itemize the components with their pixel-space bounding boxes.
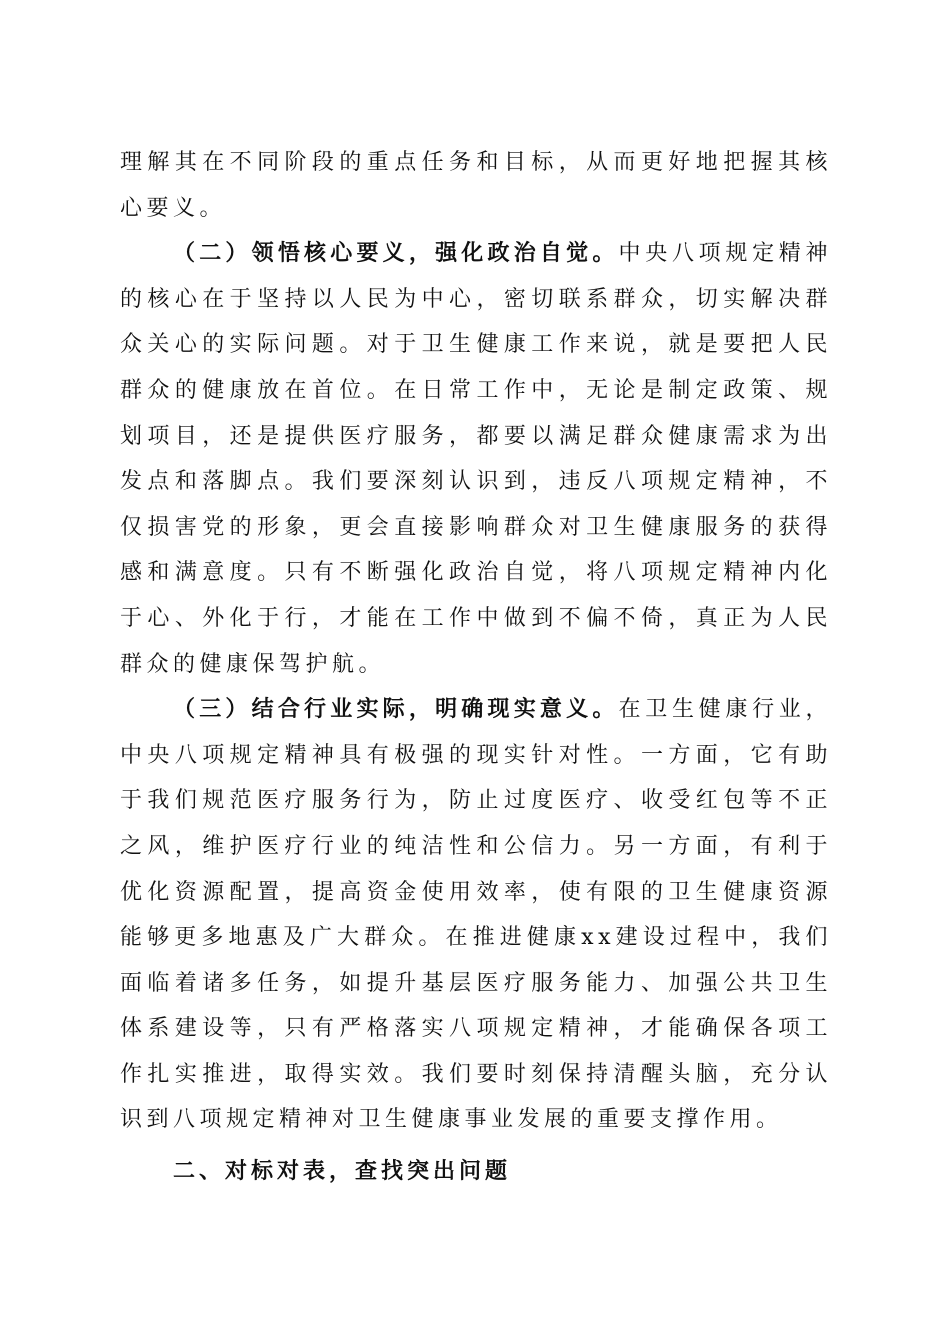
paragraph-section-3 — [120, 687, 832, 1143]
section-2-body: 中央八项规定精神的核心在于坚持以人民为中心，密切联系群众，切实解决群众关心的实际问题。对于卫生健康工作来说，就是要把人民群众的健康放在首位。在日常工作中，无论是制定政策、规划项目，还是提供医疗服务，都要以满足群众健康需求为出发点和落脚点。我们要深刻认识到，违反八项规定精神，不仅损害党的形象，更会直接影响群众对卫生健康服务的获得感和满意度。只有不断强化政治自觉，将八项规定精神内化于心、外化于行，才能在工作中做到不偏不倚，真正为人民群众的健康保驾护航。 — [120, 241, 832, 677]
section-heading-2: 二、对标对表，查找突出问题 — [173, 1159, 512, 1185]
section-2-lead: （二）领悟核心要义，强化政治自觉。 — [173, 241, 619, 267]
paragraph-continuation: 理解其在不同阶段的重点任务和目标，从而更好地把握其核心要义。 — [120, 150, 832, 221]
paragraph-section-2 — [120, 231, 832, 687]
section-3-body: 在卫生健康行业，中央八项规定精神具有极强的现实针对性。一方面，它有助于我们规范医疗服务行为，防止过度医疗、收受红包等不正之风，维护医疗行业的纯洁性和公信力。另一方面，有利于优化资源配置，提高资金使用效率，使有限的卫生健康资源能够更多地惠及广大群众。在推进健康xx建设过程中，我们面临着诸多任务，如提升基层医疗服务能力、加强公共卫生体系建设等，只有严格落实八项规定精神，才能确保各项工作扎实推进，取得实效。我们要时刻保持清醒头脑，充分认识到八项规定精神对卫生健康事业发展的重要支撑作用。 — [120, 697, 832, 1133]
document-body — [120, 140, 832, 1195]
section-3-lead: （三）结合行业实际，明确现实意义。 — [173, 697, 619, 723]
